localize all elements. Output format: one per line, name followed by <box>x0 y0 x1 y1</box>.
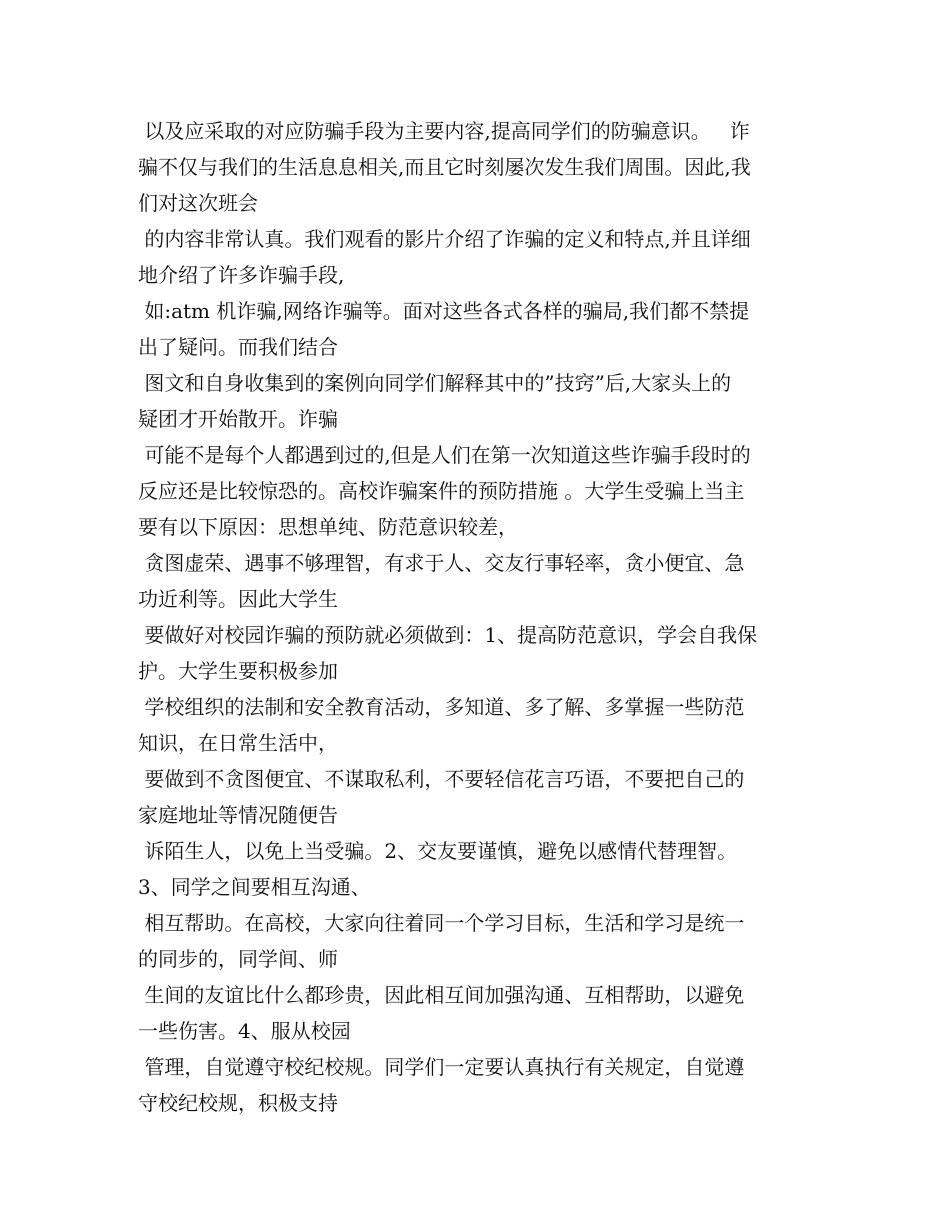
text-line: 功近利等。因此大学生 <box>138 587 338 611</box>
text-line: 的内容非常认真。我们观看的影片介绍了诈骗的定义和特点,并且详细 <box>138 227 751 251</box>
text-line: 要做到不贪图便宜、不谋取私利，不要轻信花言巧语，不要把自己的 <box>138 767 745 791</box>
text-line: 家庭地址等情况随便告 <box>138 803 338 827</box>
text-line: 学校组织的法制和安全教育活动，多知道、多了解、多掌握一些防范 <box>138 695 745 719</box>
text-line: 以及应采取的对应防骗手段为主要内容,提高同学们的防骗意识。 诈 <box>138 119 750 143</box>
text-line: 护。大学生要积极参加 <box>138 659 338 683</box>
text-line: 贪图虚荣、遇事不够理智，有求于人、交友行事轻率，贪小便宜、急 <box>138 551 745 575</box>
text-line: 们对这次班会 <box>138 191 258 215</box>
text-line: 生间的友谊比什么都珍贵，因此相互间加强沟通、互相帮助，以避免 <box>138 983 745 1007</box>
text-line: 诉陌生人，以免上当受骗。2、交友要谨慎，避免以感情代替理智。 <box>138 839 738 863</box>
text-line: 管理，自觉遵守校纪校规。同学们一定要认真执行有关规定，自觉遵 <box>138 1055 745 1079</box>
text-line: 知识，在日常生活中， <box>138 731 338 755</box>
text-line: 要有以下原因：思想单纯、防范意识较差， <box>138 515 518 539</box>
text-line: 出了疑问。而我们结合 <box>138 335 338 359</box>
text-line: 图文和自身收集到的案例向同学们解释其中的”技窍”后,大家头上的 <box>138 371 732 395</box>
text-line: 疑团才开始散开。诈骗 <box>138 407 338 431</box>
text-line: 可能不是每个人都遇到过的,但是人们在第一次知道这些诈骗手段时的 <box>138 443 751 467</box>
text-line: 地介绍了许多诈骗手段, <box>138 263 345 287</box>
text-line: 一些伤害。4、服从校园 <box>138 1019 351 1043</box>
text-line: 如:atm 机诈骗,网络诈骗等。面对这些各式各样的骗局,我们都不禁提 <box>138 299 750 323</box>
text-line: 要做好对校园诈骗的预防就必须做到：1、提高防范意识，学会自我保 <box>138 623 758 647</box>
text-line: 相互帮助。在高校，大家向往着同一个学习目标，生活和学习是统一 <box>138 911 745 935</box>
text-line: 守校纪校规，积极支持 <box>138 1091 338 1115</box>
text-line: 的同步的，同学间、师 <box>138 947 338 971</box>
text-line: 骗不仅与我们的生活息息相关,而且它时刻屡次发生我们周围。因此,我 <box>138 155 751 179</box>
document-body <box>138 113 828 1121</box>
text-line: 3、同学之间要相互沟通、 <box>138 875 371 899</box>
text-line: 反应还是比较惊恐的。高校诈骗案件的预防措施 。大学生受骗上当主 <box>138 479 745 503</box>
